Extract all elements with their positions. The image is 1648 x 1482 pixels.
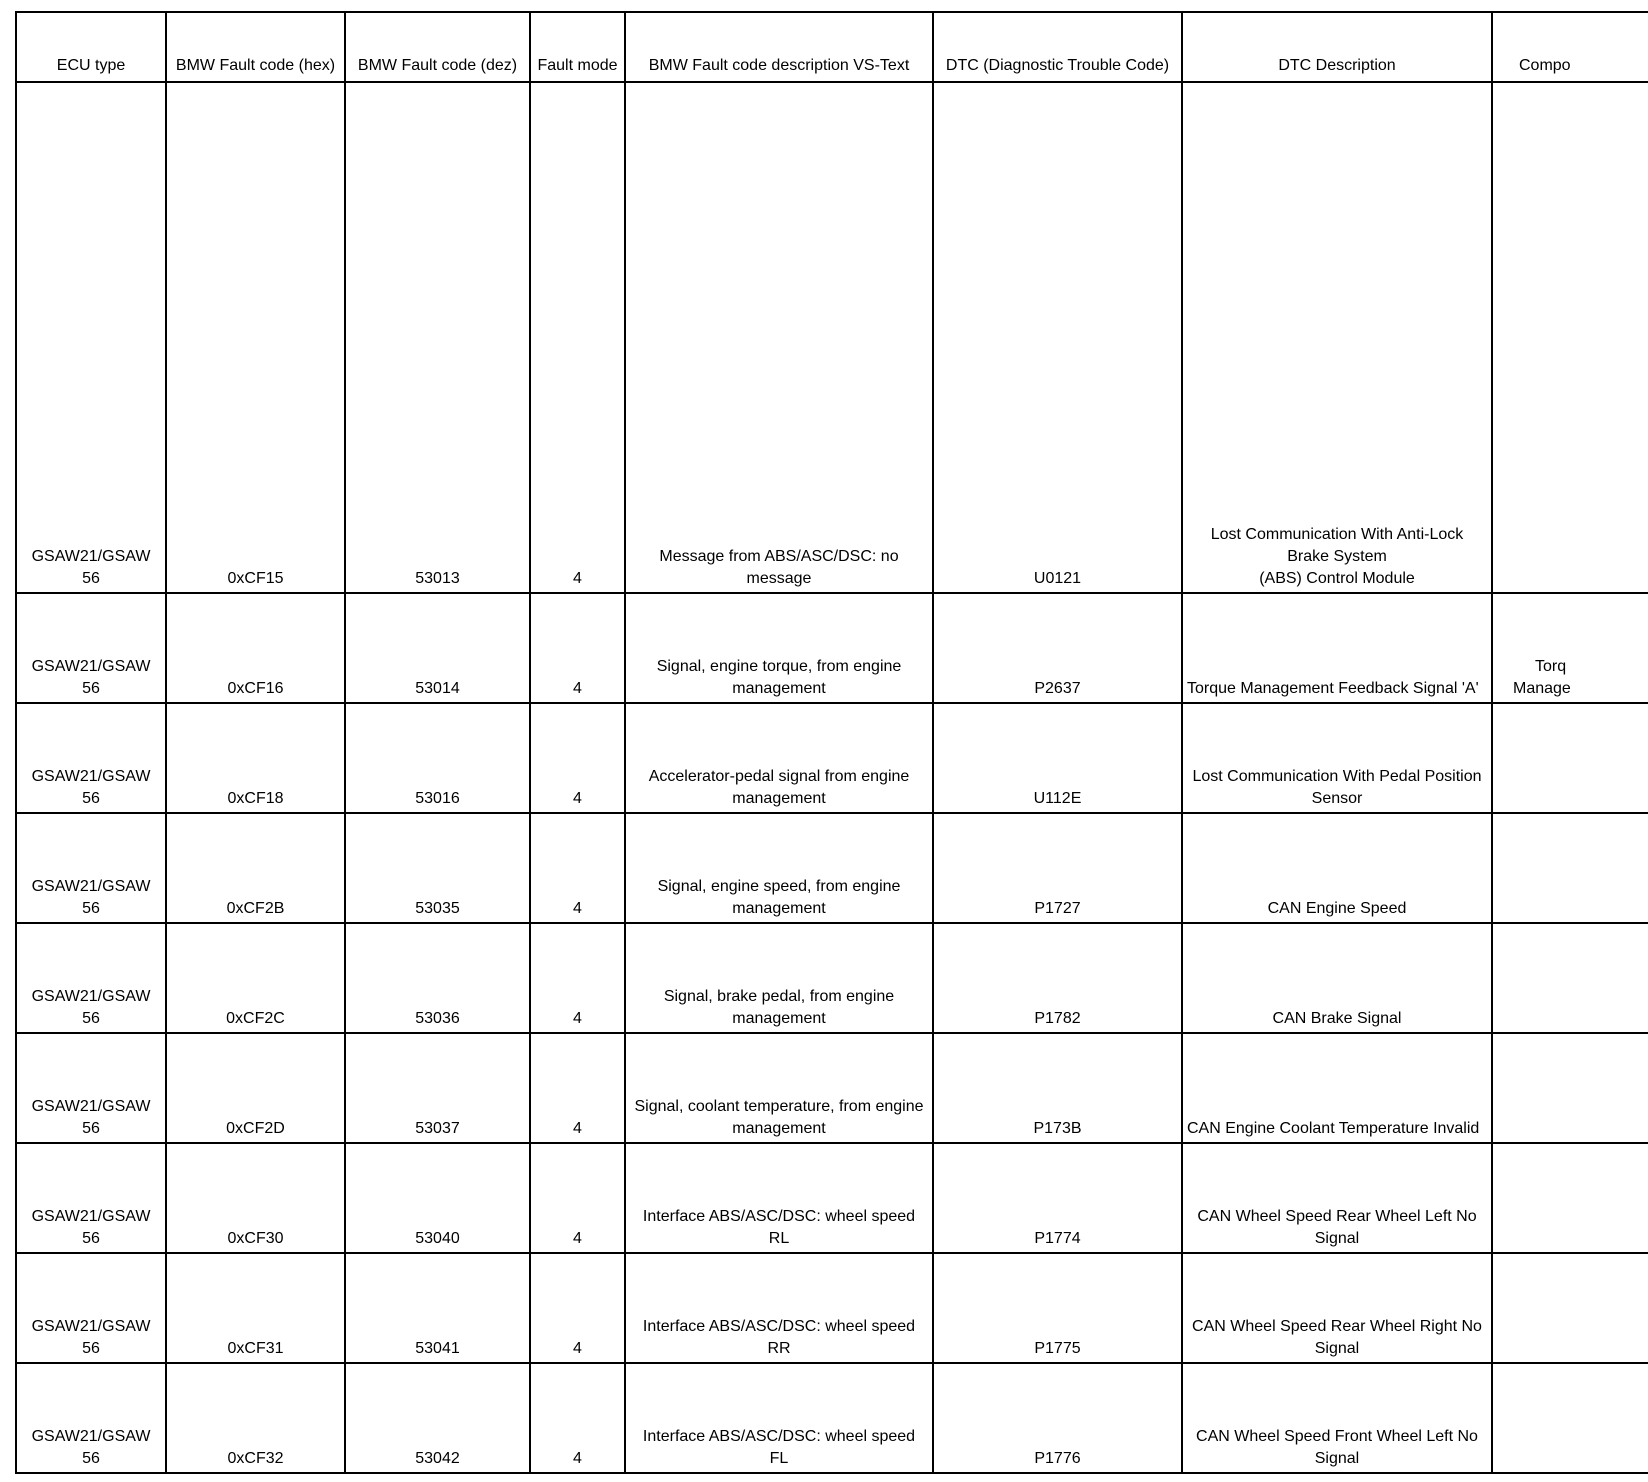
dtc-description-cell: Lost Communication With Anti-Lock Brake System (ABS) Control Module <box>1182 82 1492 593</box>
vs-text-cell: Interface ABS/ASC/DSC: wheel speed RR <box>625 1253 933 1363</box>
table-row <box>16 703 1648 813</box>
fault-mode-cell: 4 <box>530 1143 625 1253</box>
ecu-type-cell: GSAW21/GSAW 56 <box>16 703 166 813</box>
component-cell <box>1492 82 1648 593</box>
dtc-description-cell: CAN Wheel Speed Rear Wheel Right No Signal <box>1182 1253 1492 1363</box>
dtc-description-cell: CAN Engine Speed <box>1182 813 1492 923</box>
fault-code-dez-cell: 53016 <box>345 703 530 813</box>
ecu-type-cell: GSAW21/GSAW 56 <box>16 1253 166 1363</box>
fault-mode-cell: 4 <box>530 1253 625 1363</box>
fault-code-dez-cell: 53036 <box>345 923 530 1033</box>
header-vs-text: BMW Fault code description VS-Text <box>625 12 933 82</box>
vs-text-cell: Message from ABS/ASC/DSC: no message <box>625 82 933 593</box>
component-cell <box>1492 813 1648 923</box>
header-dtc: DTC (Diagnostic Trouble Code) <box>933 12 1182 82</box>
dtc-description-cell: CAN Brake Signal <box>1182 923 1492 1033</box>
table-row <box>16 1033 1648 1143</box>
fault-code-dez-cell: 53035 <box>345 813 530 923</box>
dtc-cell: P1775 <box>933 1253 1182 1363</box>
vs-text-cell: Signal, engine speed, from engine management <box>625 813 933 923</box>
table-row <box>16 1253 1648 1363</box>
fault-code-dez-cell: 53013 <box>345 82 530 593</box>
header-fault-code-dez: BMW Fault code (dez) <box>345 12 530 82</box>
dtc-cell: P1727 <box>933 813 1182 923</box>
dtc-description-cell: CAN Engine Coolant Temperature Invalid <box>1182 1033 1492 1143</box>
fault-mode-cell: 4 <box>530 593 625 703</box>
ecu-type-cell: GSAW21/GSAW 56 <box>16 1143 166 1253</box>
dtc-description-cell: CAN Wheel Speed Rear Wheel Left No Signal <box>1182 1143 1492 1253</box>
table-row <box>16 923 1648 1033</box>
component-cell: Torq Manage <box>1492 593 1648 703</box>
header-component: Compo <box>1492 12 1648 82</box>
vs-text-cell: Interface ABS/ASC/DSC: wheel speed FL <box>625 1363 933 1473</box>
fault-code-hex-cell: 0xCF15 <box>166 82 345 593</box>
dtc-cell: P2637 <box>933 593 1182 703</box>
fault-code-hex-cell: 0xCF31 <box>166 1253 345 1363</box>
table-row <box>16 593 1648 703</box>
fault-code-hex-cell: 0xCF2C <box>166 923 345 1033</box>
fault-code-dez-cell: 53037 <box>345 1033 530 1143</box>
ecu-type-cell: GSAW21/GSAW 56 <box>16 593 166 703</box>
vs-text-cell: Accelerator-pedal signal from engine management <box>625 703 933 813</box>
fault-code-table <box>15 11 1648 1474</box>
dtc-cell: P1774 <box>933 1143 1182 1253</box>
fault-mode-cell: 4 <box>530 813 625 923</box>
header-ecu-type: ECU type <box>16 12 166 82</box>
vs-text-cell: Interface ABS/ASC/DSC: wheel speed RL <box>625 1143 933 1253</box>
component-cell <box>1492 1033 1648 1143</box>
dtc-description-cell: Torque Management Feedback Signal 'A' <box>1182 593 1492 703</box>
fault-code-dez-cell: 53040 <box>345 1143 530 1253</box>
header-fault-code-hex: BMW Fault code (hex) <box>166 12 345 82</box>
header-fault-mode: Fault mode <box>530 12 625 82</box>
table-row <box>16 1363 1648 1473</box>
fault-code-dez-cell: 53042 <box>345 1363 530 1473</box>
dtc-description-cell: Lost Communication With Pedal Position Sensor <box>1182 703 1492 813</box>
ecu-type-cell: GSAW21/GSAW 56 <box>16 1363 166 1473</box>
component-cell <box>1492 1253 1648 1363</box>
fault-code-dez-cell: 53014 <box>345 593 530 703</box>
component-cell <box>1492 1363 1648 1473</box>
fault-code-hex-cell: 0xCF18 <box>166 703 345 813</box>
vs-text-cell: Signal, engine torque, from engine management <box>625 593 933 703</box>
dtc-cell: P173B <box>933 1033 1182 1143</box>
fault-code-dez-cell: 53041 <box>345 1253 530 1363</box>
dtc-cell: P1782 <box>933 923 1182 1033</box>
component-cell <box>1492 1143 1648 1253</box>
header-row <box>16 12 1648 82</box>
dtc-description-cell: CAN Wheel Speed Front Wheel Left No Signal <box>1182 1363 1492 1473</box>
table-row <box>16 1143 1648 1253</box>
fault-mode-cell: 4 <box>530 1363 625 1473</box>
fault-code-hex-cell: 0xCF2D <box>166 1033 345 1143</box>
vs-text-cell: Signal, coolant temperature, from engine management <box>625 1033 933 1143</box>
fault-code-hex-cell: 0xCF30 <box>166 1143 345 1253</box>
ecu-type-cell: GSAW21/GSAW 56 <box>16 1033 166 1143</box>
component-cell <box>1492 923 1648 1033</box>
fault-code-hex-cell: 0xCF2B <box>166 813 345 923</box>
fault-mode-cell: 4 <box>530 923 625 1033</box>
ecu-type-cell: GSAW21/GSAW 56 <box>16 923 166 1033</box>
vs-text-cell: Signal, brake pedal, from engine management <box>625 923 933 1033</box>
ecu-type-cell: GSAW21/GSAW 56 <box>16 813 166 923</box>
dtc-cell: U112E <box>933 703 1182 813</box>
header-dtc-description: DTC Description <box>1182 12 1492 82</box>
fault-mode-cell: 4 <box>530 82 625 593</box>
fault-code-hex-cell: 0xCF16 <box>166 593 345 703</box>
component-cell <box>1492 703 1648 813</box>
fault-mode-cell: 4 <box>530 1033 625 1143</box>
table-row <box>16 813 1648 923</box>
dtc-cell: U0121 <box>933 82 1182 593</box>
fault-mode-cell: 4 <box>530 703 625 813</box>
dtc-cell: P1776 <box>933 1363 1182 1473</box>
table-row <box>16 82 1648 593</box>
fault-code-hex-cell: 0xCF32 <box>166 1363 345 1473</box>
ecu-type-cell: GSAW21/GSAW 56 <box>16 82 166 593</box>
